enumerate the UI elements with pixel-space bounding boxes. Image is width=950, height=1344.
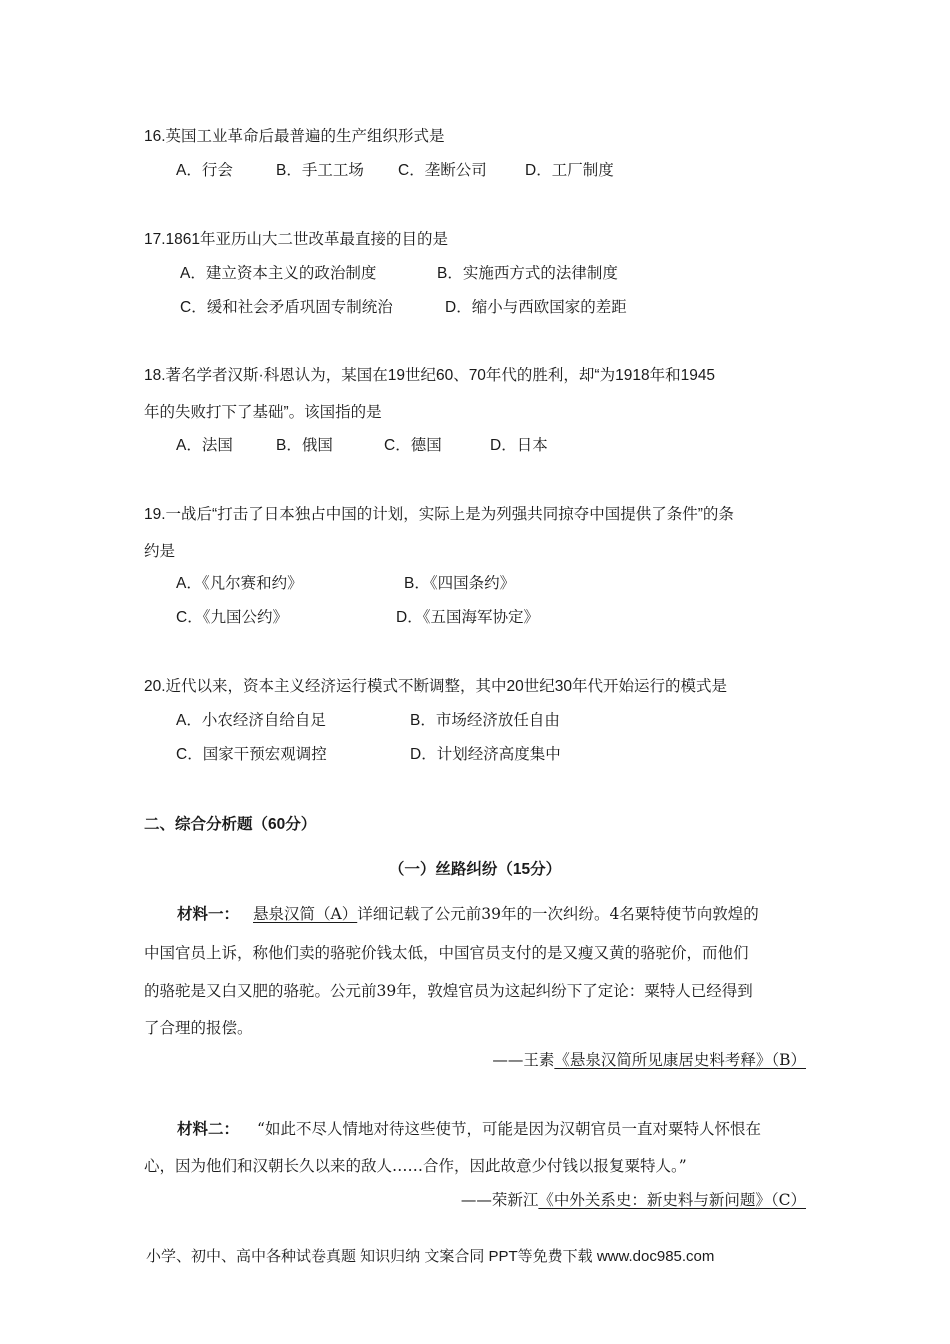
question-16-stem: 16.英国工业革命后最普遍的生产组织形式是: [144, 128, 445, 145]
material-2-line1-text: “如此不尽人情地对待这些使节，可能是因为汉朝官员一直对粟特人怀恨在: [257, 1120, 761, 1138]
question-16-option-c: C．垄断公司: [398, 162, 487, 179]
question-18-option-d: D．日本: [490, 437, 548, 454]
section-heading: 二、综合分析题（60分）: [144, 816, 317, 833]
question-19-option-c: C．《九国公约》: [176, 609, 288, 626]
question-20-option-b: B．市场经济放任自由: [410, 712, 560, 729]
material-1-label: 材料一：: [177, 906, 240, 923]
question-17-option-c: C．缓和社会矛盾巩固专制统治: [180, 299, 393, 316]
question-19-stem-line1: 19.一战后“打击了日本独占中国的计划，实际上是为列强共同掠夺中国提供了条件”的条: [144, 506, 734, 523]
material-1-line1-rest: 详细记载了公元前39年的一次纠纷。4名粟特使节向敦煌的: [357, 905, 759, 923]
question-20-option-d: D．计划经济高度集中: [410, 746, 561, 763]
question-18-option-a: A．法国: [176, 437, 233, 454]
material-1-citation-title: 《悬泉汉简所见康居史料考释》（B）: [554, 1051, 806, 1069]
section-subheading: （一）丝路纠纷（15分）: [388, 861, 562, 878]
question-18-stem-line1: 18.著名学者汉斯·科恩认为，某国在19世纪60、70年代的胜利，却“为1918年和1945: [144, 367, 716, 384]
question-20-option-c: C．国家干预宏观调控: [176, 746, 327, 763]
material-1-line1: [177, 904, 759, 925]
material-1-source-ref: 悬泉汉简（A）: [253, 905, 358, 923]
material-1-line3: 的骆驼是又白又肥的骆驼。公元前39年，敦煌官员为这起纠纷下了定论：粟特人已经得到: [144, 982, 753, 1000]
material-2-label: 材料二：: [177, 1121, 240, 1138]
material-2-line2: 心，因为他们和汉朝长久以来的敌人……合作，因此故意少付钱以报复粟特人。”: [144, 1157, 687, 1175]
question-19-option-b: B．《四国条约》: [404, 575, 516, 592]
material-1-citation: [144, 1050, 806, 1070]
material-2-citation-author: ——荣新江: [460, 1191, 539, 1209]
question-16-option-a: A．行会: [176, 162, 233, 179]
question-19-option-d: D．《五国海军协定》: [396, 609, 539, 626]
question-17-stem: 17.1861年亚历山大二世改革最直接的目的是: [144, 231, 449, 248]
question-19-stem-line2: 约是: [144, 543, 176, 560]
material-1-line2: 中国官员上诉，称他们卖的骆驼价钱太低，中国官员支付的是又瘦又黄的骆驼价，而他们: [144, 944, 749, 962]
page-footer: 小学、初中、高中各种试卷真题 知识归纳 文案合同 PPT等免费下载 www.doc985.com: [146, 1248, 715, 1265]
question-20-option-a: A．小农经济自给自足: [176, 712, 326, 729]
question-16-option-b: B．手工工场: [276, 162, 364, 179]
material-2-citation-title: 《中外关系史：新史料与新问题》（C）: [538, 1191, 806, 1209]
question-20-stem: 20.近代以来，资本主义经济运行模式不断调整，其中20世纪30年代开始运行的模式是: [144, 678, 728, 695]
material-1-line4: 了合理的报偿。: [144, 1019, 253, 1037]
question-17-option-a: A．建立资本主义的政治制度: [180, 265, 377, 282]
question-18-option-b: B．俄国: [276, 437, 333, 454]
question-19-option-a: A．《凡尔赛和约》: [176, 575, 303, 592]
question-18-stem-line2: 年的失败打下了基础”。该国指的是: [144, 404, 382, 421]
question-18-option-c: C．德国: [384, 437, 442, 454]
material-2-line1: [177, 1119, 761, 1140]
material-1-citation-author: ——王素: [492, 1051, 555, 1069]
question-16-option-d: D．工厂制度: [525, 162, 614, 179]
question-17-option-d: D．缩小与西欧国家的差距: [445, 299, 627, 316]
material-2-citation: [144, 1190, 806, 1210]
question-17-option-b: B．实施西方式的法律制度: [437, 265, 618, 282]
